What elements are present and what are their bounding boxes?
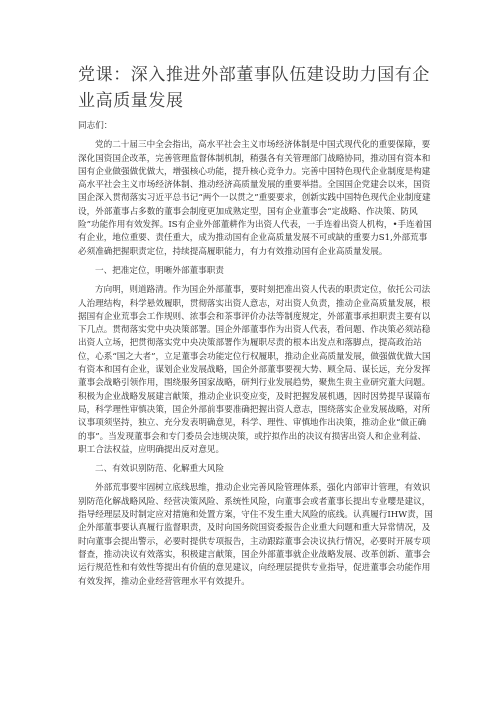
document-title: 党课：深入推进外部董事队伍建设助力国有企业高质量发展 <box>78 65 430 111</box>
greeting: 同志们： <box>78 121 113 131</box>
paragraph-intro: 党的二十届三中全会指出，高水平社会主义市场经济体制是中国式现代化的重要保障，要深化国资国企改革，完善管理监督体制机制，稍强各有关管理部门战略协同，推动国有资本和国有企业做强做优做大，增强核心功能，提升核心竞争力。完善中国特色现代企业制度是构建高水平社会主义市场经济体制、推动经济高质量发展的重要举措。全国国企党建会以来，国资国企深入贯彻落实习近平总书记“两个一以贯之”重要要求，创新实践中国特色现代企业制度建设，外部董事占多数的董事会制度更加成熟定型，国有企业董事会“定战略、作决策、防风险”功能作用有效发挥。IS有企业外部董耕作为出资人代表，一手连着出资人机构，•手连着国有企业，地位重要、责任重大，成为推动国有企业高质量发展不可或缺的重要力S1,外部荒事必须准确把握职责定位，持续提高履职能力，有力有效推动国有企业高质量发展。 <box>78 140 432 257</box>
document-body <box>78 120 434 589</box>
section-heading-2: 二、有效识别防范、化解重大风险 <box>95 464 224 475</box>
paragraph-section-2: 外部荒事要牢固树立底线思维，推动企业完善风险管理体系，强化内部审计管理，有效识别防范化解战略风险、经营决策风险、系统性风险，向董事会或者董事长提出专业嘤是建议，指导经理层及时制定应对措施和处置方案，守住不发生重大风险的底线。认真履行IHW责，国企外部董事要认真履行监督职责，及时向国务院国资委报告企业重大问题和重大异常情况，及时向董事会提出警示，必要时提供专项报告，主动跟踪董事会决议执行情况，必要时开展专项督查，推动决议有效落实，积极建言献策，国企外部董事就企业战略发展、改革创新、董事会运行规范性和有效性等提出有价值的意见建议，向经理层提供专业指导，促进董事会功能作用有效发挥，推动企业经营管理水平有效提升。 <box>78 483 433 587</box>
paragraph-section-1: 方向明，则道路清。作为国企外部董事，要时刻把准出资人代表的职责定位，依托公司法人治理结构，科学悬效履职，贯彻落实出资人意志，对出资人负责，推动企业高质量发展，根据国有企业荒事会工作规则、浓事会和茶事评价办法等制度规定，外部董事承担职责主要有以下几点。贯彻落实党中央决策部署。国企外部董事作为出资人代表，看问题、作决策必须站稳出资人立场，把贯彻落实党中央决策部署作为履职尽责的根本出发点和落脚点，提高政治站位，心系“国之大者”，立足董事会功能定位行权履职，推动企业高质量发展，做强做优做大国有资本和国有企业，谋划企业发展战略，国企外部董事要视大势、顾全局、谋长远，充分发挥董事会战略引领作用，围绕服务国家战略，研判行业发展趋势，聚焦生贵主业研究董大问题。积极为企业战略发展建言献策，推动企业识变应变，及时把握发展机遇，因时因势提早谋篇布局，科学理性审慎决策，国企外部前事要准确把握出资人意志，围绕落实企业发展战略，对所议事项须坚持，独立、充分发表明确意见，科学、理性、审慎地作出决策，推动企业“做正确的事”。当发现董事会和专门委员会违规决策，或拧拟作出的决议有损害出资人和企业利益、职工合法权益，应明确提出反对意见。 <box>78 285 431 455</box>
section-heading-1: 一、把准定位，明晰外部董事职责 <box>95 265 224 276</box>
